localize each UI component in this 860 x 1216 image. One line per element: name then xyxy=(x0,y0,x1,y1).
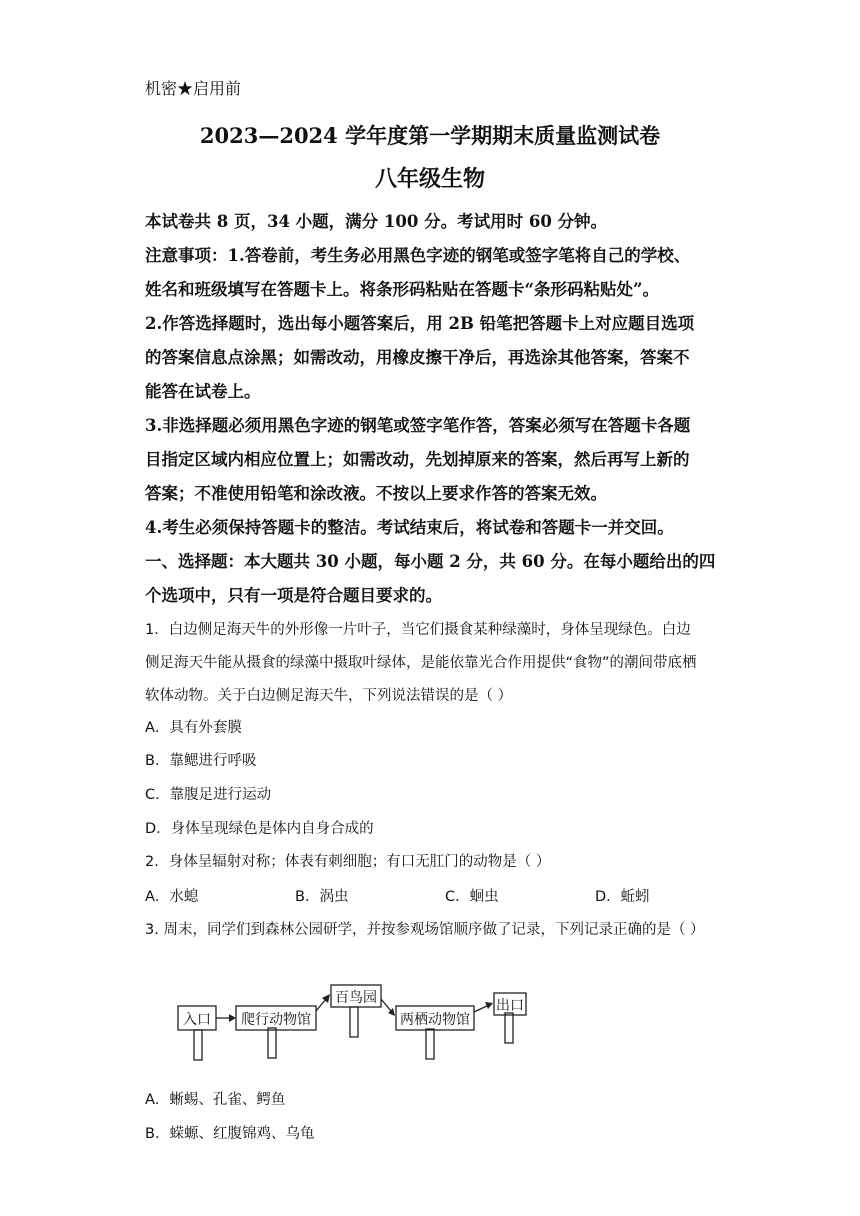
note-2-line-2: 的答案信息点涂黑；如需改动，用橡皮擦干净后，再选涂其他答案，答案不 xyxy=(145,348,690,367)
exit-label: 出口 xyxy=(496,998,524,1014)
question-2-line-1: 2．身体呈辐射对称；体表有刺细胞；有口无肛门的动物是（ ） xyxy=(145,854,551,870)
exam-summary: 本试卷共 8 页，34 小题，满分 100 分。考试用时 60 分钟。 xyxy=(145,212,608,231)
exam-title: 2023—2024 学年度第一学期期末质量监测试卷 xyxy=(199,123,661,148)
note-2-line-3: 能答在试卷上。 xyxy=(145,382,261,401)
question-2-option-d: D．蚯蚓 xyxy=(595,889,650,905)
note-3-line-3: 答案；不准使用铅笔和涂改液。不按以上要求作答的答案无效。 xyxy=(145,484,607,503)
section-1-heading-line-2: 个选项中，只有一项是符合题目要求的。 xyxy=(145,586,442,605)
arrow-2 xyxy=(316,999,326,1011)
question-1-line-3: 软体动物。关于白边侧足海天牛，下列说法错误的是（ ） xyxy=(145,688,513,704)
question-3-option-b: B．蝾螈、红腹锦鸡、乌龟 xyxy=(145,1126,315,1142)
arrow-3 xyxy=(381,999,391,1011)
exam-subtitle: 八年级生物 xyxy=(374,166,485,192)
exit-post xyxy=(505,1013,513,1043)
question-2-option-b: B．涡虫 xyxy=(295,889,349,905)
note-1-line-1: 注意事项：1.答卷前，考生务必用黑色字迹的钢笔或签字笔将自己的学校、 xyxy=(145,246,691,265)
note-2-line-1: 2.作答选择题时，选出每小题答案后，用 2B 铅笔把答题卡上对应题目选项 xyxy=(145,314,695,333)
note-3-line-1: 3.非选择题必须用黑色字迹的钢笔或签字笔作答，答案必须写在答题卡各题 xyxy=(145,416,691,435)
entrance-label: 入口 xyxy=(183,1012,211,1028)
question-1-line-1: 1．白边侧足海天牛的外形像一片叶子，当它们摄食某种绿藻时，身体呈现绿色。白边 xyxy=(145,622,691,638)
note-4: 4.考生必须保持答题卡的整洁。考试结束后，将试卷和答题卡一并交回。 xyxy=(145,518,674,537)
bird-park-label: 百鸟园 xyxy=(335,990,377,1006)
question-1-line-2: 侧足海天牛能从摄食的绿藻中摄取叶绿体，是能依靠光合作用提供“食物”的潮间带底栖 xyxy=(145,655,697,671)
reptile-hall-post xyxy=(268,1028,276,1058)
question-1-option-a: A．具有外套膜 xyxy=(145,720,242,736)
question-2-option-c: C．蛔虫 xyxy=(445,889,499,905)
bird-park-post xyxy=(350,1007,358,1037)
section-1-heading-line-1: 一、选择题：本大题共 30 小题，每小题 2 分，共 60 分。在每小题给出的四 xyxy=(145,552,716,571)
question-3-line-1: 3. 周末，同学们到森林公园研学，并按参观场馆顺序做了记录，下列记录正确的是（ ） xyxy=(145,922,705,938)
question-1-option-b: B．靠鳃进行呼吸 xyxy=(145,753,257,769)
amphibian-hall-label: 两栖动物馆 xyxy=(400,1012,470,1028)
note-3-line-2: 目指定区域内相应位置上；如需改动，先划掉原来的答案，然后再写上新的 xyxy=(145,450,690,469)
question-2-option-a: A．水螅 xyxy=(145,889,199,905)
question-1-option-d: D．身体呈现绿色是体内自身合成的 xyxy=(145,821,374,837)
reptile-hall-label: 爬行动物馆 xyxy=(241,1012,311,1028)
question-3-option-a: A．蜥蜴、孔雀、鳄鱼 xyxy=(145,1092,286,1108)
question-1-option-c: C．靠腹足进行运动 xyxy=(145,787,272,803)
confidential-mark: 机密★启用前 xyxy=(145,79,242,98)
note-1-line-2: 姓名和班级填写在答题卡上。将条形码粘贴在答题卡“条形码粘贴处”。 xyxy=(145,280,659,299)
amphibian-hall-post xyxy=(426,1029,434,1059)
entrance-post xyxy=(194,1030,202,1060)
